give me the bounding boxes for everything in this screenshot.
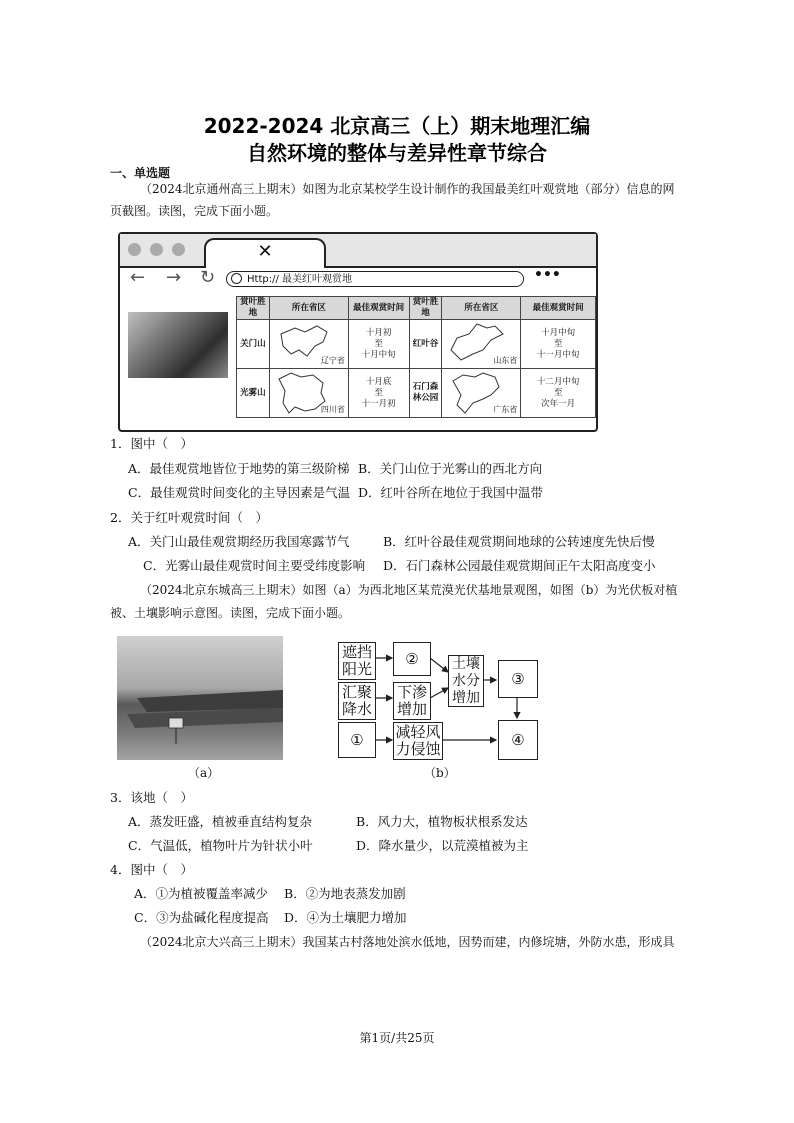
table-row [237, 369, 596, 418]
flow-box-collect-rain: 汇聚 降水 [338, 682, 376, 720]
province-label: 辽宁省 [320, 356, 345, 365]
browser-tab [204, 238, 326, 268]
option-c: C．最佳观赏时间变化的主导因素是气温 [128, 485, 351, 500]
page-subtitle: 自然环境的整体与差异性章节综合 [247, 141, 547, 165]
page-number: 第1页/共25页 [359, 1031, 435, 1045]
viewing-time: 十月初 至 十月中旬 [348, 320, 409, 369]
intro-text: 页截图。读图，完成下面小题。 [110, 204, 279, 218]
red-leaf-table [236, 296, 596, 418]
province-map [270, 320, 348, 368]
intro-text: 被、土壤影响示意图。读图，完成下面小题。 [110, 606, 351, 620]
tab-bar [120, 234, 596, 268]
viewing-time: 十二月中旬 至 次年一月 [521, 369, 596, 418]
option-b: B．②为地表蒸发加剧 [284, 886, 406, 901]
table-header: 最佳观赏时间 [348, 297, 409, 320]
window-dot-icon [128, 243, 141, 256]
table-header: 赏叶胜地 [409, 297, 442, 320]
table-row [237, 320, 596, 369]
red-leaf-photo [128, 312, 228, 378]
search-icon [231, 273, 242, 284]
option-d: D．④为土壤肥力增加 [284, 910, 407, 925]
question-stem: 4．图中（ ） [110, 862, 193, 877]
flow-box-block-sunlight: 遮挡 阳光 [338, 642, 376, 680]
option-b: B．红叶谷最佳观赏期间地球的公转速度先快后慢 [383, 534, 655, 549]
site-name: 石门森 林公园 [409, 369, 442, 418]
province-label: 四川省 [320, 405, 345, 414]
browser-figure [118, 232, 598, 432]
more-icon: ••• [534, 267, 561, 283]
address-bar [226, 271, 524, 287]
intro-text: （2024北京大兴高三上期末）我国某古村落地处滨水低地，因势而建，内修垸塘，外防水患，形成具 [140, 935, 675, 949]
province-map [442, 320, 520, 368]
question-stem: 2．关于红叶观赏时间（ ） [110, 510, 268, 525]
option-d: D．石门森林公园最佳观赏期间正午太阳高度变小 [383, 558, 656, 573]
page-title: 2022-2024 北京高三（上）期末地理汇编 [203, 114, 591, 138]
province-map [442, 369, 520, 417]
option-a: A．关门山最佳观赏期经历我国寒露节气 [128, 534, 350, 549]
flow-box-3: ③ [498, 660, 538, 698]
intro-text: （2024北京通州高三上期末）如图为北京某校学生设计制作的我国最美红叶观赏地（部分）信息的网 [140, 182, 675, 196]
forward-arrow-icon: → [166, 267, 182, 288]
question-stem: 1．图中（ ） [110, 436, 193, 451]
flow-box-2: ② [393, 642, 431, 676]
table-header: 所在省区 [269, 297, 348, 320]
viewing-time: 十月底 至 十一月初 [348, 369, 409, 418]
window-dot-icon [150, 243, 163, 256]
option-b: B．风力大，植物板状根系发达 [356, 814, 528, 829]
option-c: C．气温低，植物叶片为针状小叶 [128, 838, 313, 853]
table-header: 所在省区 [442, 297, 521, 320]
site-name: 关门山 [237, 320, 270, 369]
flow-box-4: ④ [498, 720, 538, 760]
province-label: 广东省 [493, 405, 518, 414]
flow-box-soil-moisture: 土壤 水分 增加 [448, 655, 484, 707]
option-d: D．红叶谷所在地位于我国中温带 [358, 485, 544, 500]
intro-text: （2024北京东城高三上期末）如图（a）为西北地区某荒漠光伏基地景观图，如图（b）为光伏板对植 [140, 583, 678, 597]
solar-farm-photo [117, 636, 283, 760]
option-a: A．①为植被覆盖率减少 [134, 886, 269, 901]
province-map [270, 369, 348, 417]
close-icon: ✕ [257, 241, 273, 262]
option-c: C．③为盐碱化程度提高 [134, 910, 269, 925]
figure-caption-b: （b） [424, 766, 456, 780]
back-arrow-icon: ← [130, 267, 146, 288]
address-text: Http:// 最美红叶观赏地 [247, 274, 352, 285]
question-stem: 3．该地（ ） [110, 790, 193, 805]
flow-box-infiltration: 下渗 增加 [393, 682, 431, 720]
table-header: 最佳观赏时间 [521, 297, 596, 320]
viewing-time: 十月中旬 至 十一月中旬 [521, 320, 596, 369]
site-name: 红叶谷 [409, 320, 442, 369]
reload-icon: ↻ [200, 267, 216, 288]
site-name: 光雾山 [237, 369, 270, 418]
table-header: 赏叶胜地 [237, 297, 270, 320]
figure-caption-a: （a） [188, 766, 220, 780]
section-heading: 一、单选题 [110, 166, 171, 180]
option-c: C．光雾山最佳观赏时间主要受纬度影响 [143, 558, 366, 573]
window-dot-icon [172, 243, 185, 256]
flow-box-reduce-erosion: 减轻风 力侵蚀 [393, 722, 443, 760]
province-label: 山东省 [493, 356, 518, 365]
option-d: D．降水量少，以荒漠植被为主 [356, 838, 529, 853]
option-a: A．蒸发旺盛，植被垂直结构复杂 [128, 814, 313, 829]
option-a: A．最佳观赏地皆位于地势的第三级阶梯 [128, 461, 350, 476]
flow-box-1: ① [338, 722, 376, 758]
option-b: B．关门山位于光雾山的西北方向 [358, 461, 543, 476]
